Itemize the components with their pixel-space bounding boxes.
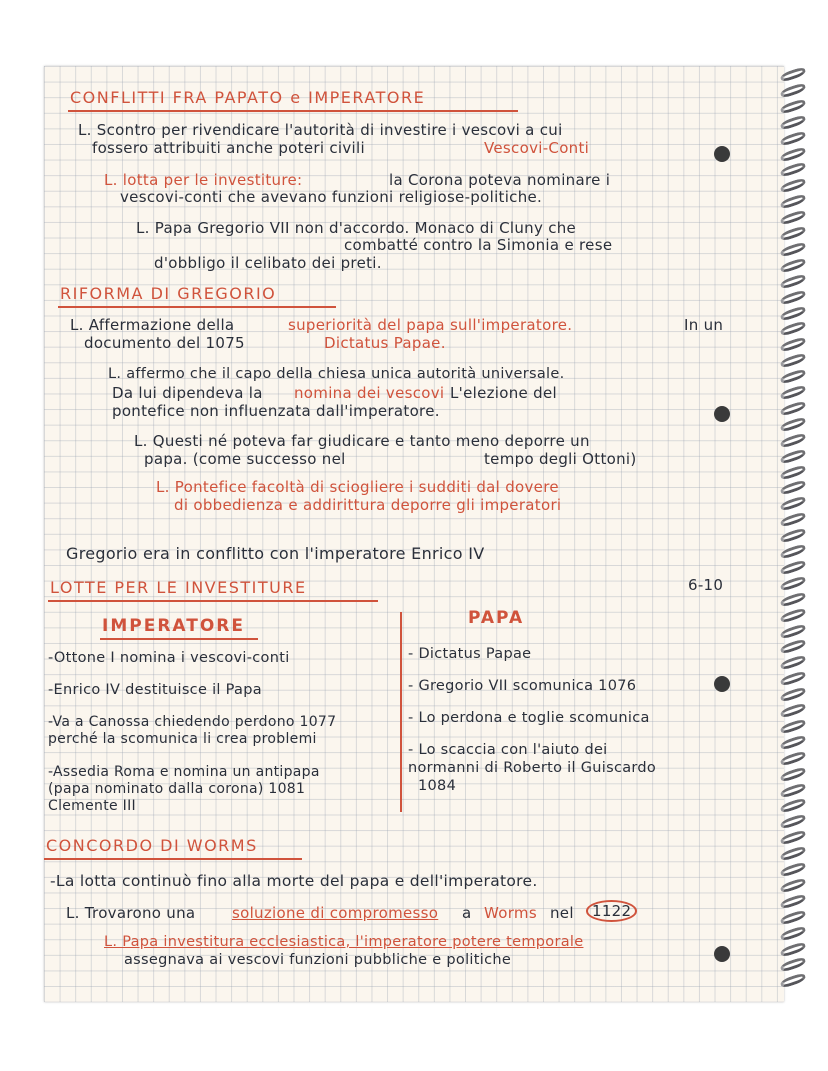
line: papa. (come successo nel xyxy=(144,450,346,468)
spiral-coil xyxy=(779,448,807,465)
spiral-coil xyxy=(779,925,807,942)
spiral-coil xyxy=(779,877,807,894)
line: nel xyxy=(550,904,574,922)
line-red: superiorità del papa sull'imperatore. xyxy=(288,316,573,334)
title-underline xyxy=(44,858,302,860)
title-lotte: LOTTE PER LE INVESTITURE xyxy=(50,578,307,597)
spiral-coil xyxy=(779,114,807,131)
punch-hole xyxy=(714,146,730,162)
spiral-coil xyxy=(779,177,807,194)
line: tempo degli Ottoni) xyxy=(484,450,637,468)
line-red: L. lotta per le investiture: xyxy=(104,171,303,189)
spiral-coil xyxy=(779,321,807,338)
col-title-papa: PAPA xyxy=(468,608,525,628)
year-circle xyxy=(586,900,637,922)
spiral-coil xyxy=(779,400,807,417)
spiral-coil xyxy=(779,527,807,544)
right-item: - Dictatus Papae xyxy=(408,646,532,662)
spiral-coil xyxy=(779,941,807,958)
left-item: (papa nominato dalla corona) 1081 xyxy=(48,781,306,797)
line: combatté contro la Simonia e rese xyxy=(344,236,613,254)
spiral-coil xyxy=(779,718,807,735)
spiral-coil xyxy=(779,575,807,592)
line: pontefice non influenzata dall'imperatore. xyxy=(112,402,440,420)
left-item: -Ottone I nomina i vescovi-conti xyxy=(48,650,290,666)
line: L. Questi né poteva far giudicare e tanto meno deporre un xyxy=(134,432,590,450)
spiral-coil xyxy=(779,130,807,147)
notebook-page xyxy=(44,66,784,1002)
left-item: -Assedia Roma e nomina un antipapa xyxy=(48,764,320,780)
spiral-coil xyxy=(779,813,807,830)
spiral-coil xyxy=(779,257,807,274)
line: Da lui dipendeva la xyxy=(112,384,263,402)
spiral-coil xyxy=(779,432,807,449)
left-item: -Enrico IV destituisce il Papa xyxy=(48,682,262,698)
spiral-coil xyxy=(779,591,807,608)
spiral-coil xyxy=(779,829,807,846)
right-item: - Gregorio VII scomunica 1076 xyxy=(408,678,637,694)
title-conflitti: CONFLITTI FRA PAPATO e IMPERATORE xyxy=(70,88,426,107)
col-underline xyxy=(100,638,258,640)
spiral-coil xyxy=(779,480,807,497)
left-item: Clemente III xyxy=(48,798,136,814)
spiral-coil xyxy=(779,639,807,656)
punch-hole xyxy=(714,676,730,692)
left-item: perché la scomunica li crea problemi xyxy=(48,731,317,747)
spiral-coil xyxy=(779,845,807,862)
line: assegnava ai vescovi funzioni pubbliche e politiche xyxy=(124,952,512,968)
spiral-coil xyxy=(779,559,807,576)
line: -La lotta continuò fino alla morte del papa e dell'imperatore. xyxy=(50,872,538,890)
spiral-coil xyxy=(779,225,807,242)
spiral-coil xyxy=(779,495,807,512)
line: L'elezione del xyxy=(450,384,557,402)
spiral-coil xyxy=(779,289,807,306)
spiral-coil xyxy=(779,273,807,290)
line-red: L. Papa investitura ecclesiastica, l'imperatore potere temporale xyxy=(104,934,584,950)
spiral-coil xyxy=(779,464,807,481)
spiral-coil xyxy=(779,957,807,974)
line: L. affermo che il capo della chiesa unica autorità universale. xyxy=(108,366,565,382)
line: fossero attribuiti anche poteri civili xyxy=(92,139,365,157)
spiral-coil xyxy=(779,336,807,353)
punch-hole xyxy=(714,946,730,962)
spiral-coil xyxy=(779,972,807,989)
line: d'obbligo il celibato dei preti. xyxy=(154,254,382,272)
line: L. Papa Gregorio VII non d'accordo. Monaco di Cluny che xyxy=(136,219,577,237)
spiral-coil xyxy=(779,623,807,640)
spiral-coil xyxy=(779,798,807,815)
right-item: normanni di Roberto il Guiscardo xyxy=(408,760,657,776)
grade: 6-10 xyxy=(688,576,724,594)
spiral-coil xyxy=(779,766,807,783)
title-underline xyxy=(48,600,378,602)
spiral-coil xyxy=(779,82,807,99)
col-title-imperatore: IMPERATORE xyxy=(102,616,245,636)
line: L. Affermazione della xyxy=(70,316,235,334)
spiral-coil xyxy=(779,670,807,687)
spiral-coil xyxy=(779,352,807,369)
spiral-coil xyxy=(779,146,807,163)
line-red: soluzione di compromesso xyxy=(232,904,439,922)
spiral-binding xyxy=(780,70,810,1000)
spiral-coil xyxy=(779,543,807,560)
spiral-coil xyxy=(779,734,807,751)
spiral-coil xyxy=(779,861,807,878)
spiral-coil xyxy=(779,909,807,926)
line: a xyxy=(462,904,472,922)
spiral-coil xyxy=(779,384,807,401)
line-red: Dictatus Papae. xyxy=(324,334,446,352)
spiral-coil xyxy=(779,893,807,910)
left-item: -Va a Canossa chiedendo perdono 1077 xyxy=(48,714,337,730)
spiral-coil xyxy=(779,654,807,671)
title-riforma: RIFORMA DI GREGORIO xyxy=(60,284,277,303)
spiral-coil xyxy=(779,162,807,179)
spiral-coil xyxy=(779,193,807,210)
spiral-coil xyxy=(779,305,807,322)
line-red: L. Pontefice facoltà di sciogliere i sudditi dal dovere xyxy=(156,478,559,496)
spiral-coil xyxy=(779,209,807,226)
line: L. Trovarono una xyxy=(66,904,196,922)
title-concordo: CONCORDO DI WORMS xyxy=(46,836,258,855)
spiral-coil xyxy=(779,607,807,624)
intro-line: Gregorio era in conflitto con l'imperatore Enrico IV xyxy=(66,544,485,563)
right-item: 1084 xyxy=(418,778,457,794)
title-underline xyxy=(68,110,518,112)
spiral-coil xyxy=(779,750,807,767)
spiral-coil xyxy=(779,416,807,433)
year-1122: 1122 xyxy=(586,900,637,922)
line-red: di obbedienza e addirittura deporre gli imperatori xyxy=(174,496,562,514)
right-item: - Lo scaccia con l'aiuto dei xyxy=(408,742,608,758)
punch-hole xyxy=(714,406,730,422)
spiral-coil xyxy=(779,702,807,719)
line: In un xyxy=(684,316,724,334)
line-red: Vescovi-Conti xyxy=(484,139,590,157)
spiral-coil xyxy=(779,511,807,528)
line: documento del 1075 xyxy=(84,334,245,352)
right-item: - Lo perdona e toglie scomunica xyxy=(408,710,650,726)
spiral-coil xyxy=(779,368,807,385)
line: vescovi-conti che avevano funzioni religiose-politiche. xyxy=(120,188,543,206)
column-divider xyxy=(400,612,402,812)
title-underline xyxy=(58,306,336,308)
spiral-coil xyxy=(779,782,807,799)
line: L. Scontro per rivendicare l'autorità di investire i vescovi a cui xyxy=(78,121,563,139)
spiral-coil xyxy=(779,241,807,258)
line-red: nomina dei vescovi xyxy=(294,384,445,402)
line: la Corona poteva nominare i xyxy=(389,171,611,189)
spiral-coil xyxy=(779,98,807,115)
spiral-coil xyxy=(779,686,807,703)
line-red: Worms xyxy=(484,904,537,922)
